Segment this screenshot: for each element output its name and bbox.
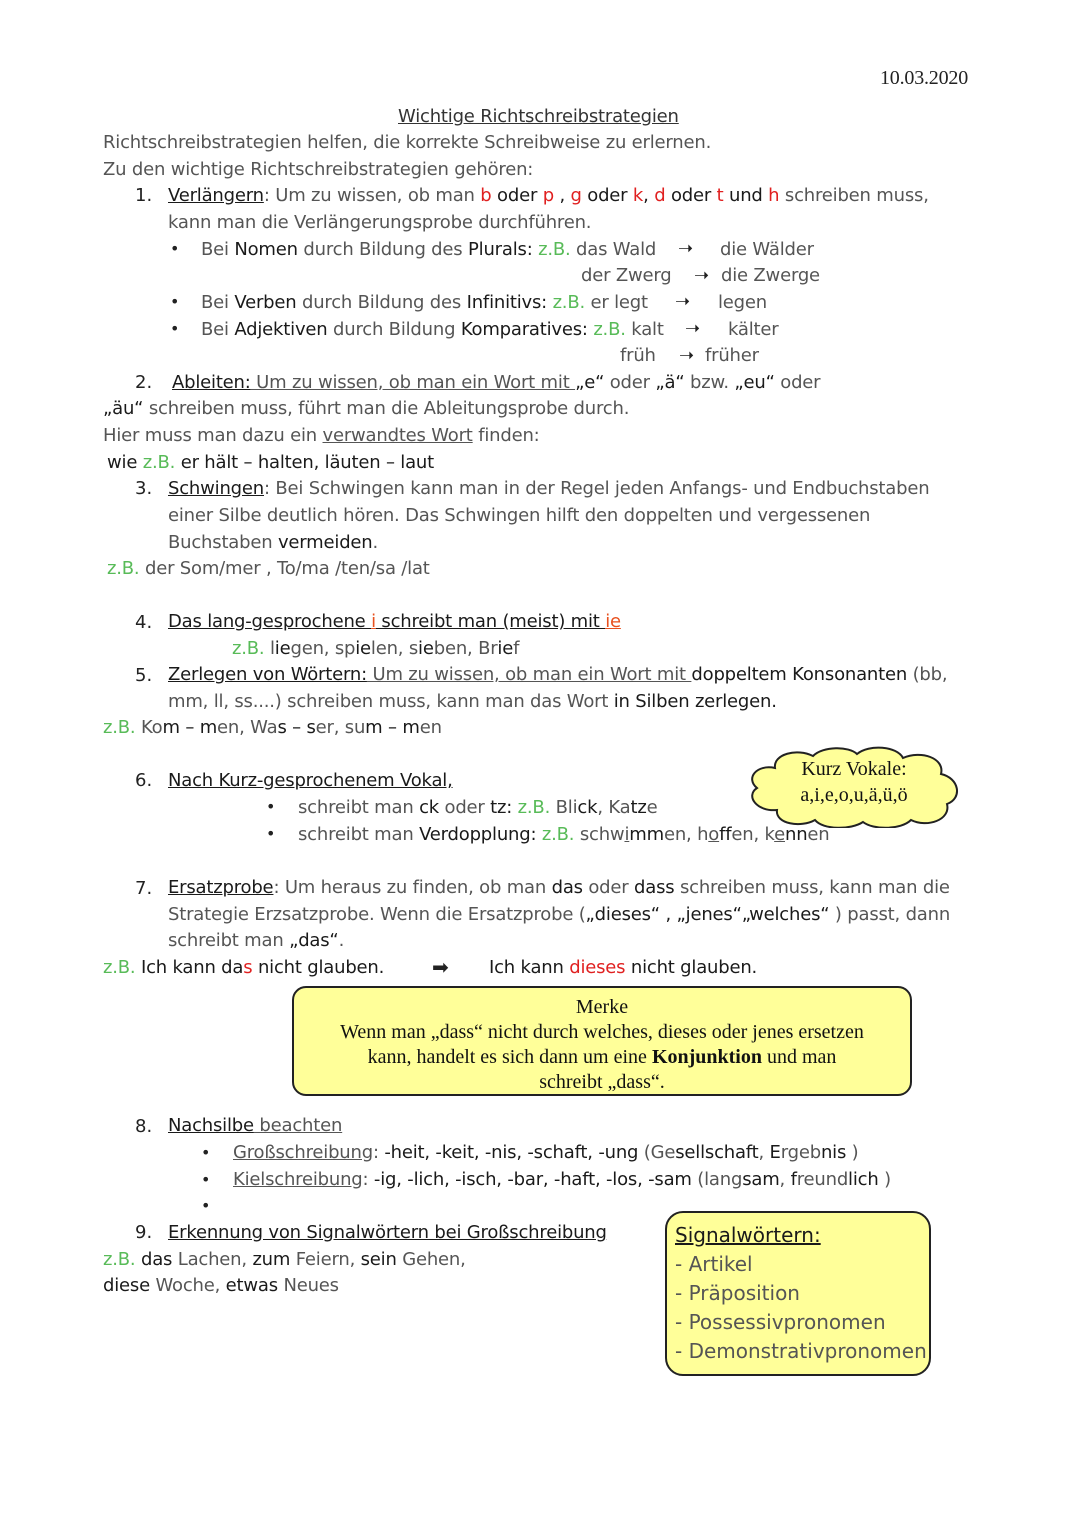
letter: i (371, 611, 376, 632)
text: Um zu wissen, ob man ein Wort mit (366, 664, 692, 685)
grossschreibung-bullet (233, 1141, 858, 1165)
text: oder (438, 797, 491, 818)
text: oder (582, 877, 635, 898)
bullet: • (201, 1170, 211, 1189)
example-marker: z.B. (593, 319, 626, 340)
keyword: Verben (234, 292, 297, 313)
merke-line: Wenn man „dass“ nicht durch welches, dieses oder jenes ersetzen (340, 1021, 864, 1043)
example-marker: z.B. (541, 824, 575, 845)
text: nis (820, 1142, 847, 1163)
text: kann, handelt es sich dann um eine (367, 1046, 652, 1068)
bullet: • (170, 319, 180, 338)
text: Ko (135, 717, 163, 738)
keyword: tz (490, 797, 507, 818)
adjektive-bullet (201, 318, 664, 342)
keyword: diese (103, 1275, 150, 1296)
keyword: doppeltem Konsonanten (691, 664, 908, 685)
text: : (362, 1169, 374, 1190)
signalwoerter-box (665, 1211, 931, 1376)
text: wie (107, 452, 143, 473)
text: Feiern, (290, 1249, 361, 1270)
text: en (419, 717, 442, 738)
section-number: 9. (135, 1222, 153, 1243)
text: schreiben muss, kann man die (674, 877, 950, 898)
letter: ff (719, 824, 732, 845)
letter: nn (785, 824, 808, 845)
nomen-bullet (201, 238, 656, 262)
letter: b (480, 185, 492, 206)
section-heading: Verlängern (168, 185, 264, 206)
keyword: Adjektiven (234, 319, 328, 340)
keyword: ck (419, 797, 439, 818)
example: kalt (625, 319, 664, 340)
letter: t (716, 185, 724, 206)
section-3-line-1 (168, 477, 929, 501)
text: schreiben muss, (779, 185, 929, 206)
example: nicht glauben. (625, 957, 758, 978)
keyword: das (551, 877, 583, 898)
letter: d (654, 185, 666, 206)
letter: m (199, 717, 218, 738)
keyword: „ä“ (655, 372, 685, 393)
section-number: 4. (135, 612, 153, 633)
section-5-example (103, 716, 442, 740)
text: schreibt man (298, 824, 420, 845)
text: , (643, 185, 655, 206)
keyword: in Silben zerlegen. (613, 691, 777, 712)
section-9-example-1 (103, 1248, 466, 1272)
verben-bullet (201, 291, 648, 315)
example: das Wald (570, 239, 657, 260)
example: er hält – halten, läuten – laut (175, 452, 434, 473)
keyword: etwas (225, 1275, 278, 1296)
arrow-right-icon: ➡ (432, 955, 449, 979)
example-marker: z.B. (103, 957, 136, 978)
letter: ie (605, 611, 621, 632)
text: durch Bildung des (297, 239, 468, 260)
text: Bei (201, 292, 235, 313)
example: Ich kann (489, 957, 570, 978)
intro-line-2: Zu den wichtige Richtschreibstrategien gehören: (103, 159, 534, 180)
text: Das lang-gesprochene (168, 611, 372, 632)
section-2-example (107, 451, 434, 475)
keyword: dass (634, 877, 675, 898)
text: beachten (253, 1115, 343, 1136)
section-2-line-2 (103, 397, 629, 421)
section-5-line-2 (168, 690, 777, 714)
section-heading: Ersatzprobe (168, 877, 274, 898)
text: f (513, 638, 520, 659)
section-3-example (107, 557, 430, 581)
letter: m (365, 717, 383, 738)
text: mm, ll, ss....) schreiben muss, kann man das Wort (168, 691, 614, 712)
section-7-line-1 (168, 876, 950, 900)
section-heading: Nach Kurz-gesprochenem Vokal, (168, 770, 453, 791)
text: ) (878, 1169, 891, 1190)
text: und (723, 185, 769, 206)
text: (lang (691, 1169, 743, 1190)
text: sell (675, 1142, 705, 1163)
label: Kielschreibung (233, 1169, 363, 1190)
section-8-heading (168, 1114, 342, 1138)
section-1-line-2: kann man die Verlängerungsprobe durchführen. (168, 212, 592, 233)
arrow-icon: ➝ (679, 345, 695, 366)
keyword: „eu“ (734, 372, 775, 393)
example: der Zwerg (581, 265, 672, 286)
signal-heading: Signalwörtern: (675, 1223, 821, 1247)
letter: ie (274, 638, 291, 659)
text: , (659, 904, 677, 925)
keyword: zum (252, 1249, 291, 1270)
letter: p (542, 185, 554, 206)
merke-line: schreibt „dass“. (539, 1071, 665, 1093)
section-4-example (232, 637, 519, 661)
letter: s (277, 717, 287, 738)
letter: tz (630, 797, 647, 818)
example-marker: z.B. (517, 797, 551, 818)
section-2-line-1 (172, 371, 820, 395)
example-result: legen (718, 292, 767, 313)
keyword: „dieses“ (585, 904, 660, 925)
merke-box (292, 986, 912, 1096)
text: len, s (370, 638, 419, 659)
text: : (526, 239, 539, 260)
letter: E (769, 1142, 781, 1163)
text: (Ge (638, 1142, 676, 1163)
text: er, su (315, 717, 366, 738)
text: . (372, 532, 379, 553)
text: finden: (472, 425, 540, 446)
keyword: Plurals (468, 239, 527, 260)
example-marker: z.B. (538, 239, 571, 260)
text: , (758, 1142, 770, 1163)
example: nicht glauben. (252, 957, 385, 978)
keyword: -ig, -lich, -isch, -bar, -haft, -los, -sam (373, 1169, 692, 1190)
text: en (807, 824, 830, 845)
bullet: • (201, 1143, 211, 1162)
letter: m (402, 717, 420, 738)
keyword: Verdopplung (419, 824, 531, 845)
letter: f (790, 1169, 797, 1190)
text: Bli (550, 797, 578, 818)
bullet: • (170, 292, 180, 311)
text: , (779, 1169, 791, 1190)
arrow-icon: ➝ (685, 318, 701, 339)
keyword: Komparatives (460, 319, 582, 340)
example-result: die Wälder (720, 239, 814, 260)
text: bzw. (684, 372, 735, 393)
text: Neues (277, 1275, 339, 1296)
text: . (338, 930, 345, 951)
keyword: Nomen (234, 239, 298, 260)
text: reund (796, 1169, 849, 1190)
section-heading: Ableiten: (172, 372, 251, 393)
text: – (179, 717, 200, 738)
text: schreibt man (298, 797, 420, 818)
section-4-heading (168, 610, 621, 634)
section-2-line-3 (103, 424, 540, 448)
section-1-line-1 (168, 184, 929, 208)
text: Hier muss man dazu ein (103, 425, 323, 446)
letter: s (243, 957, 253, 978)
letter: i (624, 824, 630, 845)
text: en, h (663, 824, 709, 845)
example-result: die Zwerge (721, 265, 820, 286)
text: : Um zu wissen, ob man (263, 185, 481, 206)
signal-item: - Demonstrativpronomen (675, 1339, 927, 1363)
signal-item: - Präposition (675, 1281, 800, 1305)
bullet: • (266, 797, 276, 816)
letter: m (162, 717, 180, 738)
section-7-example-right (489, 956, 757, 980)
letter: ck (577, 797, 598, 818)
section-number: 2. (135, 372, 153, 393)
text: e (646, 797, 658, 818)
arrow-icon: ➝ (678, 238, 694, 259)
section-number: 5. (135, 665, 153, 686)
page-title: Wichtige Richtschreibstrategien (398, 106, 679, 127)
section-heading: Zerlegen von Wörtern: (168, 664, 367, 685)
section-number: 8. (135, 1116, 153, 1137)
text: lich (848, 1169, 879, 1190)
keyword: vermeiden (277, 532, 373, 553)
section-3-line-3 (168, 531, 378, 555)
text: Woche, (149, 1275, 226, 1296)
example-marker: z.B. (103, 1249, 136, 1270)
merke-line (294, 1045, 910, 1070)
section-heading: Nachsilbe (168, 1115, 254, 1136)
text: Gehen, (396, 1249, 466, 1270)
example-marker: z.B. (232, 638, 265, 659)
cloud-line: Kurz Vokale: (801, 758, 907, 780)
text: – (286, 717, 307, 738)
intro-line-1: Richtschreibstrategien helfen, die korrekte Schreibweise zu erlernen. (103, 132, 712, 153)
section-7-line-2 (168, 903, 950, 927)
text: Strategie Erzsatzprobe. Wenn die Ersatzprobe ( (168, 904, 586, 925)
text: Lachen, (172, 1249, 253, 1270)
text: und man (762, 1046, 837, 1068)
text: oder (581, 185, 633, 206)
text: oder (774, 372, 821, 393)
keyword: -heit, -keit, -nis, -schaft, -ung (384, 1142, 639, 1163)
letter: s (306, 717, 316, 738)
section-number: 3. (135, 478, 153, 499)
letter: k (632, 185, 644, 206)
keyword: „äu“ (103, 398, 144, 419)
text: Buchstaben (168, 532, 278, 553)
letter: ie (497, 638, 514, 659)
text: : Um heraus zu finden, ob man (273, 877, 552, 898)
text: , (553, 185, 571, 206)
example: Ich kann da (135, 957, 244, 978)
section-number: 7. (135, 878, 153, 899)
section-3-line-2: einer Silbe deutlich hören. Das Schwingen hilft den doppelten und vergessenen (168, 505, 871, 526)
text: durch Bildung (327, 319, 461, 340)
text: schaft (704, 1142, 759, 1163)
example-marker: z.B. (103, 717, 136, 738)
bullet: • (201, 1196, 211, 1215)
letter: ie (418, 638, 434, 659)
cloud-line: a,i,e,o,u,ä,ü,ö (800, 784, 908, 806)
text: schreibt man (168, 930, 290, 951)
text: Um zu wissen, ob man ein Wort mit (250, 372, 576, 393)
keyword: Konjunktion (651, 1046, 762, 1068)
section-7-line-3 (168, 929, 344, 953)
text: durch Bildung des (296, 292, 467, 313)
section-number: 1. (135, 185, 153, 206)
example: der Som/mer , To/ma /ten/sa /lat (139, 558, 430, 579)
text: schreibt man (meist) mit (375, 611, 606, 632)
cloud-text (745, 756, 963, 808)
example: früh (620, 345, 656, 366)
text: en, k (731, 824, 775, 845)
example-marker: z.B. (142, 452, 176, 473)
date: 10.03.2020 (880, 67, 969, 89)
bullet: • (170, 239, 180, 258)
example-result: kälter (728, 319, 779, 340)
text: l (264, 638, 275, 659)
label: Großschreibung (233, 1142, 373, 1163)
example: er legt (585, 292, 648, 313)
text: verwandtes Wort (322, 425, 473, 446)
kurz-vokale-cloud (745, 746, 963, 828)
text: : (506, 797, 518, 818)
signal-item: - Artikel (675, 1252, 753, 1276)
text: ) passt, dann (829, 904, 951, 925)
letter: e (774, 824, 785, 845)
arrow-icon: ➝ (694, 265, 710, 286)
keyword: „e“ (575, 372, 605, 393)
text: ben, Br (433, 638, 498, 659)
text: , Ka (597, 797, 631, 818)
text: : (541, 292, 553, 313)
text: Bei (201, 239, 235, 260)
keyword: „das“ (289, 930, 339, 951)
text: oder (604, 372, 656, 393)
text: ) (846, 1142, 859, 1163)
keyword: „welches“ (741, 904, 830, 925)
text: en, Wa (217, 717, 278, 738)
text: oder (491, 185, 543, 206)
keyword: dieses (569, 957, 626, 978)
example-result: früher (705, 345, 759, 366)
text: (bb, (907, 664, 948, 685)
text: – (382, 717, 403, 738)
text: : (530, 824, 542, 845)
letter: h (768, 185, 780, 206)
bullet: • (266, 824, 276, 843)
letter: mm (629, 824, 664, 845)
text: schw (574, 824, 625, 845)
text: : (372, 1142, 385, 1163)
merke-title: Merke (575, 996, 629, 1018)
text: rgeb (780, 1142, 821, 1163)
arrow-icon: ➝ (675, 291, 691, 312)
text: : Bei Schwingen kann man in der Regel jeden Anfangs- und Endbuchstaben (263, 478, 930, 499)
text: schreiben muss, führt man die Ableitungsprobe durch. (143, 398, 630, 419)
text: gen, sp (290, 638, 356, 659)
keyword: Infinitivs (466, 292, 542, 313)
keyword: sein (360, 1249, 397, 1270)
text: : (581, 319, 594, 340)
text: oder (665, 185, 717, 206)
section-number: 6. (135, 770, 153, 791)
section-5-line-1 (168, 663, 947, 687)
kleinschreibung-bullet (233, 1168, 891, 1192)
keyword: „jenes“ (676, 904, 742, 925)
text: Bei (201, 319, 235, 340)
section-9-example-2 (103, 1274, 339, 1298)
section-7-example-left (103, 956, 384, 980)
letter: ie (355, 638, 371, 659)
section-heading: Schwingen (168, 478, 264, 499)
example-marker: z.B. (552, 292, 586, 313)
text: sam (742, 1169, 780, 1190)
example-marker: z.B. (107, 558, 140, 579)
letter: g (570, 185, 582, 206)
ck-tz-bullet (298, 796, 657, 820)
letter: o (708, 824, 720, 845)
keyword: das (135, 1249, 173, 1270)
section-heading: Erkennung von Signalwörtern bei Großschreibung (168, 1222, 607, 1243)
signal-item: - Possessivpronomen (675, 1310, 886, 1334)
